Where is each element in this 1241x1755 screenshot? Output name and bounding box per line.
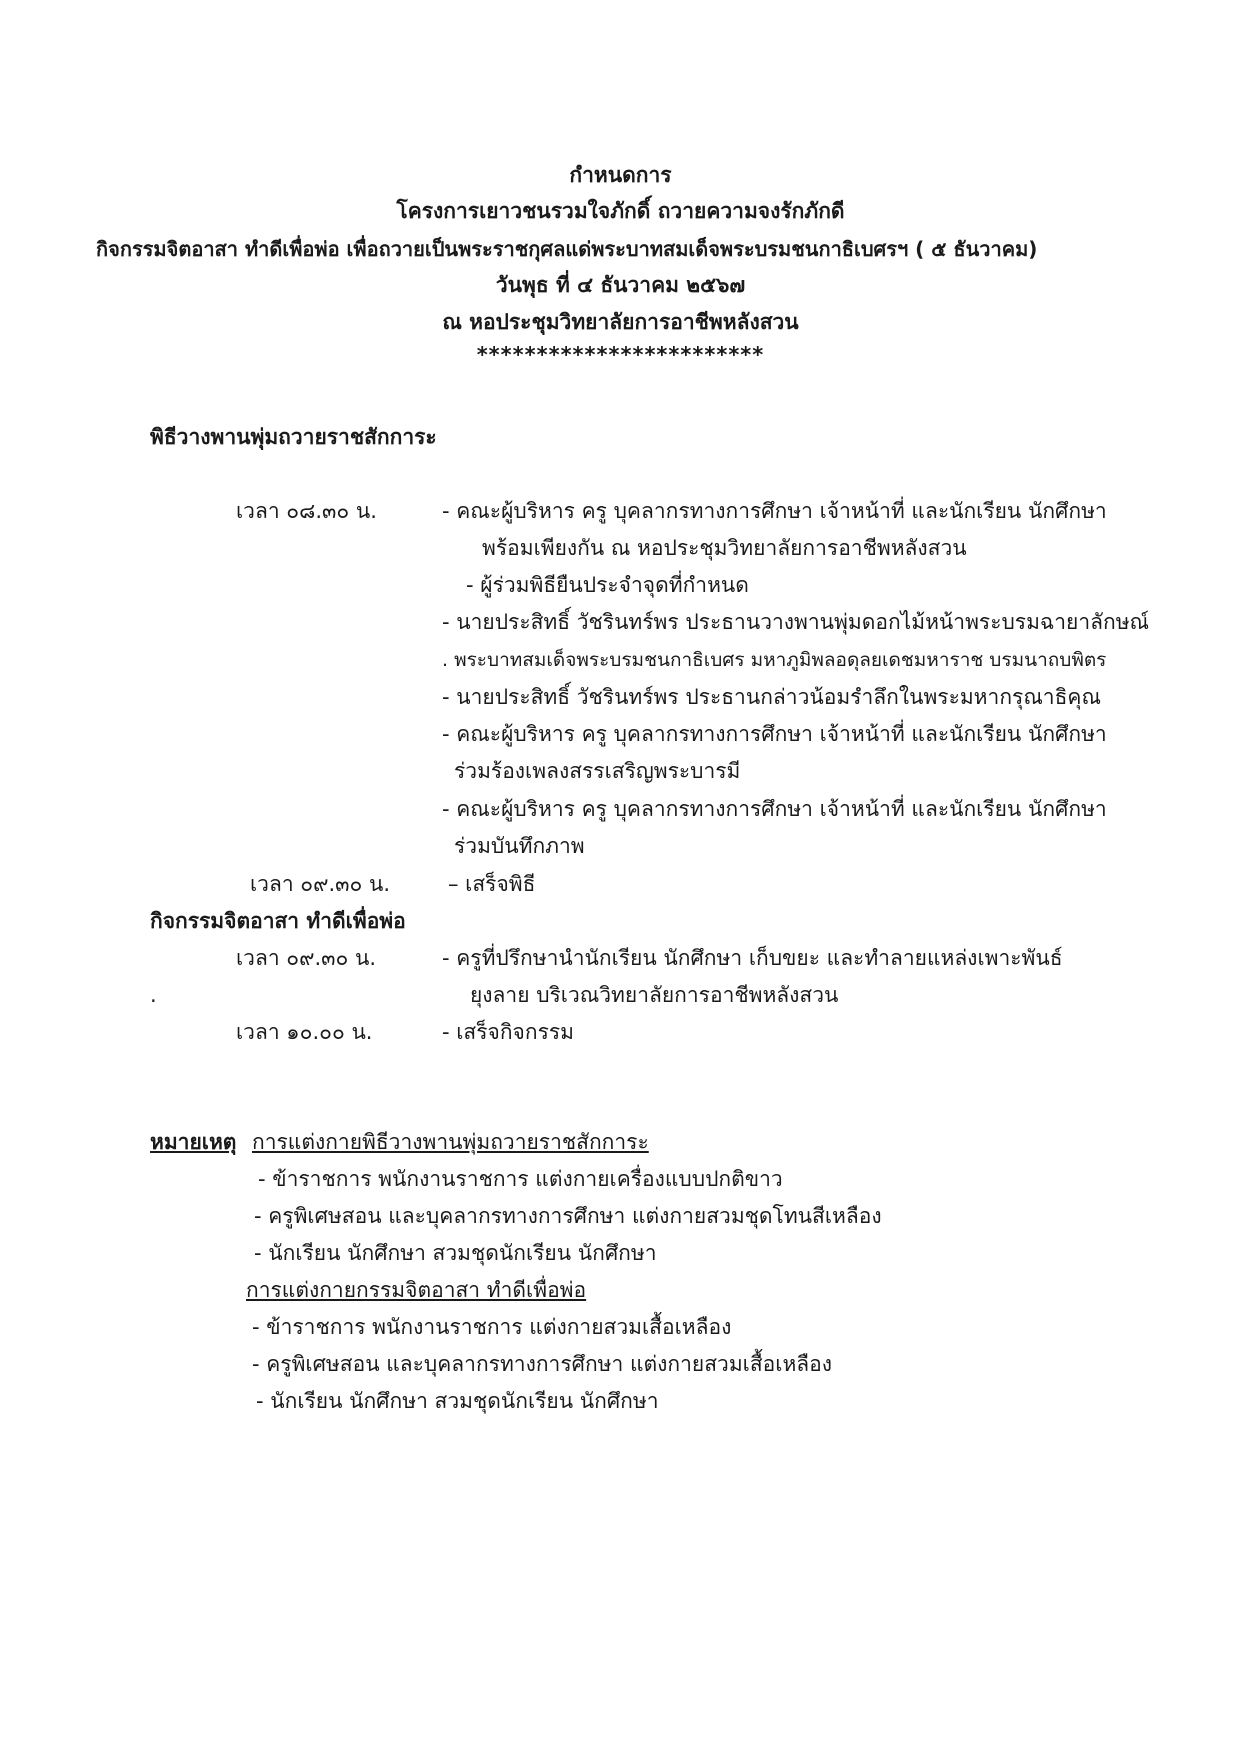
time-label: เวลา ๐๙.๓๐ น. [250, 872, 391, 896]
schedule-item: ยุงลาย บริเวณวิทยาลัยการอาชีพหลังสวน [470, 983, 839, 1007]
dress-code-item: - นักเรียน นักศึกษา สวมชุดนักเรียน นักศึกษา [256, 1389, 659, 1413]
dress-code-title: การแต่งกายกรรมจิตอาสา ทำดีเพื่อพ่อ [246, 1278, 587, 1302]
schedule-item: - คณะผู้บริหาร ครู บุคลากรทางการศึกษา เจ้าหน้าที่ และนักเรียน นักศึกษา [442, 499, 1107, 523]
schedule-item: ร่วมร้องเพลงสรรเสริญพระบารมี [454, 759, 741, 783]
schedule-item: - ครูที่ปรึกษานำนักเรียน นักศึกษา เก็บขยะ และทำลายแหล่งเพาะพันธ์ [442, 946, 1063, 970]
schedule-item: – เสร็จพิธี [448, 872, 536, 896]
schedule-item: . พระบาทสมเด็จพระบรมชนกาธิเบศร มหาภูมิพลอดุลยเดชมหาราช บรมนาถบพิตร [442, 649, 1107, 671]
dress-code-item: - ครูพิเศษสอน และบุคลากรทางการศึกษา แต่งกายสวมเสื้อเหลือง [252, 1352, 833, 1376]
event-date: วันพุธ ที่ ๔ ธันวาคม ๒๕๖๗ [495, 273, 746, 297]
schedule-item: - นายประสิทธิ์ วัชรินทร์พร ประธานกล่าวน้อมรำลึกในพระมหากรุณาธิคุณ [442, 685, 1101, 709]
doc-heading: กำหนดการ [569, 163, 672, 187]
schedule-item: พร้อมเพียงกัน ณ หอประชุมวิทยาลัยการอาชีพหลังสวน [482, 536, 967, 560]
separator-stars: ************************ [476, 343, 765, 367]
schedule-item: - คณะผู้บริหาร ครู บุคลากรทางการศึกษา เจ้าหน้าที่ และนักเรียน นักศึกษา [442, 797, 1107, 821]
schedule-item: - คณะผู้บริหาร ครู บุคลากรทางการศึกษา เจ้าหน้าที่ และนักเรียน นักศึกษา [442, 722, 1107, 746]
dress-code-item: - ข้าราชการ พนักงานราชการ แต่งกายสวมเสื้อเหลือง [252, 1315, 732, 1339]
time-label: เวลา ๐๘.๓๐ น. [236, 499, 377, 523]
notes-label: หมายเหตุ [150, 1130, 237, 1154]
stray-dot: . [150, 983, 157, 1007]
project-title: โครงการเยาวชนรวมใจภักดิ์ ถวายความจงรักภักดี [396, 199, 845, 223]
dress-code-item: - นักเรียน นักศึกษา สวมชุดนักเรียน นักศึกษา [254, 1241, 657, 1265]
dress-code-title: การแต่งกายพิธีวางพานพุ่มถวายราชสักการะ [252, 1130, 649, 1154]
schedule-item: - ผู้ร่วมพิธียืนประจำจุดที่กำหนด [466, 573, 749, 597]
section-title-volunteer: กิจกรรมจิตอาสา ทำดีเพื่อพ่อ [150, 909, 406, 933]
time-label: เวลา ๐๙.๓๐ น. [236, 946, 377, 970]
schedule-item: ร่วมบันทึกภาพ [454, 834, 585, 858]
time-label: เวลา ๑๐.๐๐ น. [236, 1020, 373, 1044]
event-venue: ณ หอประชุมวิทยาลัยการอาชีพหลังสวน [442, 310, 799, 334]
section-title-ceremony: พิธีวางพานพุ่มถวายราชสักการะ [150, 425, 437, 449]
schedule-item: - นายประสิทธิ์ วัชรินทร์พร ประธานวางพานพุ่มดอกไม้หน้าพระบรมฉายาลักษณ์ [442, 610, 1150, 634]
activity-title: กิจกรรมจิตอาสา ทำดีเพื่อพ่อ เพื่อถวายเป็นพระราชกุศลแด่พระบาทสมเด็จพระบรมชนกาธิเบศรฯ ( ๕ ธันวาคม) [96, 237, 1038, 261]
schedule-item: - เสร็จกิจกรรม [442, 1020, 574, 1044]
dress-code-item: - ข้าราชการ พนักงานราชการ แต่งกายเครื่องแบบปกติขาว [258, 1167, 783, 1191]
dress-code-item: - ครูพิเศษสอน และบุคลากรทางการศึกษา แต่งกายสวมชุดโทนสีเหลือง [254, 1204, 882, 1228]
